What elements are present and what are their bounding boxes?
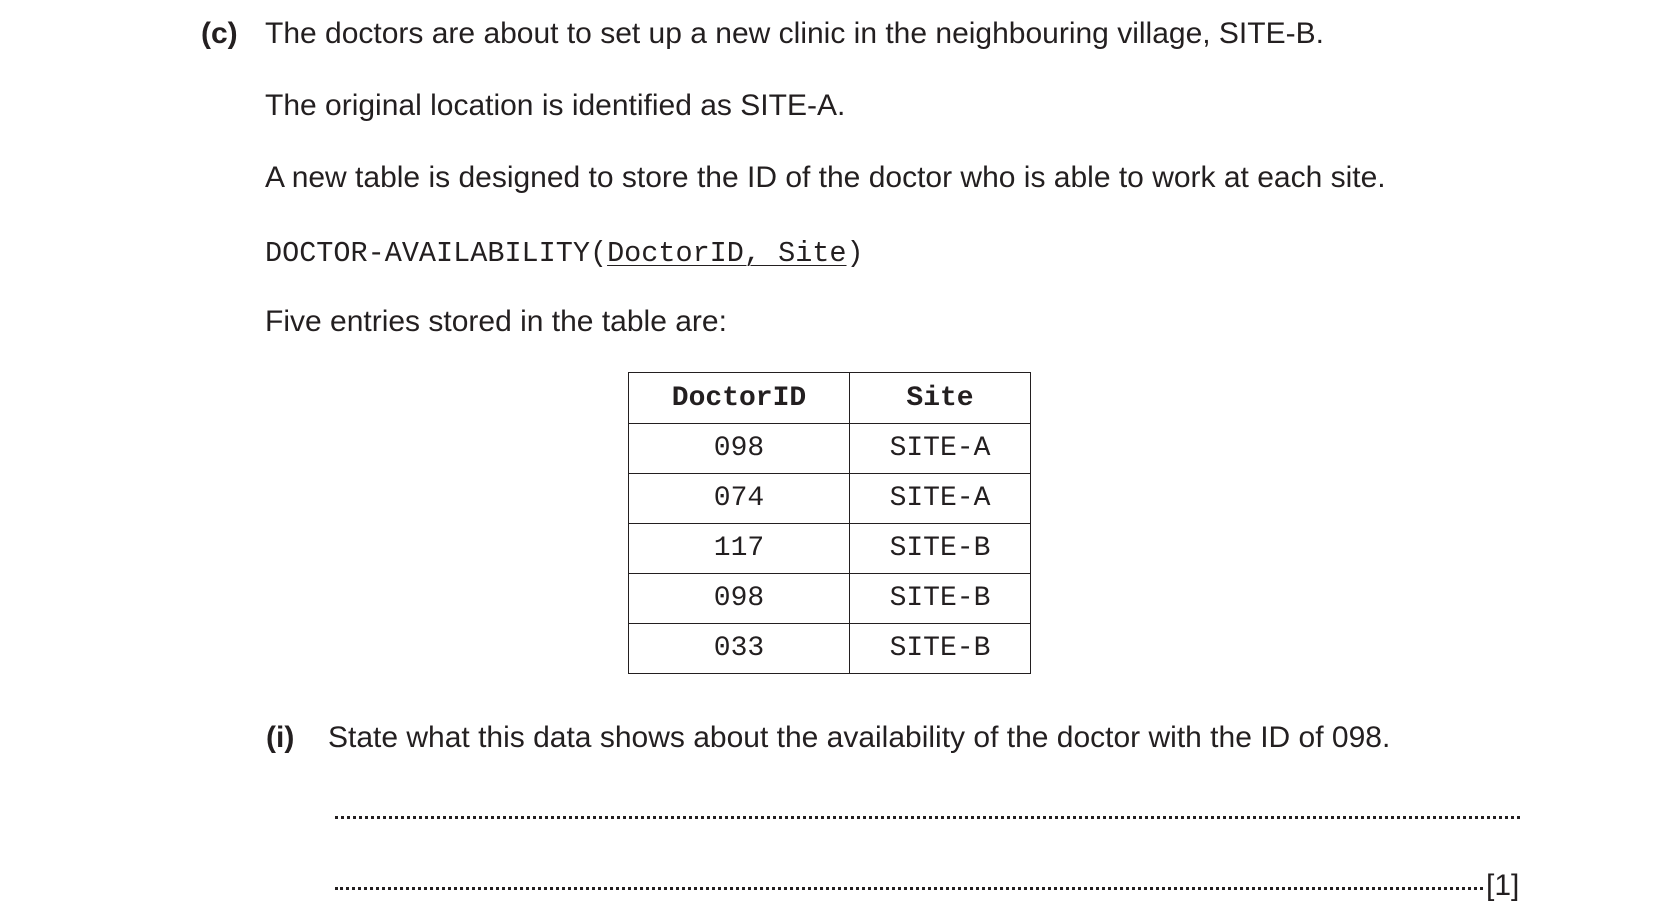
cell-site: SITE-A [850, 424, 1031, 474]
schema-open-paren: ( [589, 237, 608, 270]
table-description-paragraph: A new table is designed to store the ID of the doctor who is able to work at each site. [265, 161, 1386, 194]
schema-table-name: DOCTOR-AVAILABILITY [265, 237, 590, 270]
table-row [629, 574, 1031, 624]
part-label: (c) [201, 17, 238, 50]
original-location-paragraph: The original location is identified as SITE-A. [265, 89, 846, 122]
table-row [629, 474, 1031, 524]
table-schema [265, 236, 864, 272]
table-row [629, 424, 1031, 474]
cell-doctorid: 033 [629, 624, 850, 674]
table-header-row [629, 373, 1031, 424]
intro-paragraph: The doctors are about to set up a new clinic in the neighbouring village, SITE-B. [265, 17, 1324, 50]
cell-site: SITE-A [850, 474, 1031, 524]
schema-key-fields: DoctorID, Site [607, 237, 847, 270]
answer-line-1[interactable] [335, 816, 1520, 819]
cell-site: SITE-B [850, 574, 1031, 624]
cell-doctorid: 098 [629, 424, 850, 474]
table-row [629, 624, 1031, 674]
doctor-availability-table [628, 372, 1031, 674]
table-row [629, 524, 1031, 574]
cell-doctorid: 098 [629, 574, 850, 624]
sub-question-label: (i) [266, 721, 295, 754]
entries-intro-paragraph: Five entries stored in the table are: [265, 305, 727, 338]
cell-site: SITE-B [850, 524, 1031, 574]
mark-allocation: [1] [1486, 869, 1520, 902]
header-doctorid: DoctorID [629, 373, 850, 424]
cell-site: SITE-B [850, 624, 1031, 674]
header-site: Site [850, 373, 1031, 424]
schema-close-paren: ) [846, 237, 864, 270]
cell-doctorid: 074 [629, 474, 850, 524]
sub-question-text: State what this data shows about the availability of the doctor with the ID of 098. [328, 721, 1391, 754]
answer-line-2[interactable] [335, 887, 1483, 890]
cell-doctorid: 117 [629, 524, 850, 574]
